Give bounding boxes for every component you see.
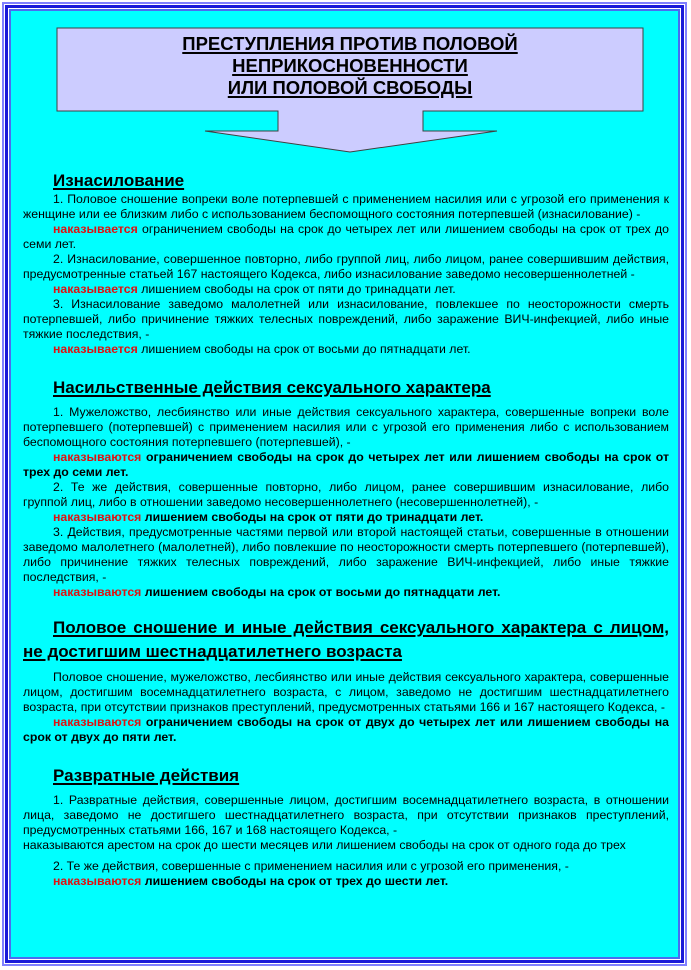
penalty-keyword: наказываются xyxy=(53,874,142,888)
penalty-text: лишением свободы на срок от пяти до тринадцати лет. xyxy=(141,510,484,524)
paragraph: 2. Те же действия, совершенные с применением насилия или с угрозой его применения, - xyxy=(53,859,569,873)
document-content xyxy=(23,170,669,889)
section-minor-under-16 xyxy=(23,616,669,745)
section-violent-acts xyxy=(23,377,669,600)
penalty-paragraph xyxy=(23,874,669,889)
title-line-1: ПРЕСТУПЛЕНИЯ ПРОТИВ ПОЛОВОЙ xyxy=(182,33,518,54)
penalty-keyword: наказываются xyxy=(53,510,142,524)
penalty-paragraph xyxy=(23,585,669,600)
paragraph: 1. Мужеложство, лесбиянство или иные действия сексуального характера, совершенные вопреки воле потерпевшего (потерпевшей) с применением насилия или с угрозой его применения либо с использованием беспомощного состояния потерпевшего (потерпевшей), - xyxy=(23,405,669,449)
spacer xyxy=(23,357,669,377)
penalty-keyword: наказываются xyxy=(53,585,142,599)
penalty-text: лишением свободы на срок от пяти до тринадцати лет. xyxy=(137,282,456,296)
section-rape xyxy=(23,170,669,357)
title-line-3: ИЛИ ПОЛОВОЙ СВОБОДЫ xyxy=(227,77,473,98)
spacer xyxy=(23,745,669,765)
paragraph: Половое сношение, мужеложство, лесбиянство или иные действия сексуального характера, совершенные лицом, достигшим восемнадцатилетнего возраста, с лицом, заведомо не достигшим шестнадцатилетнего возраста, при отсутствии признаков преступлений, предусмотренных статьями 166 и 167 настоящего Кодекса, - xyxy=(23,670,669,714)
paragraph: 3. Действия, предусмотренные частями первой или второй настоящей статьи, совершенные в отношении заведомо малолетнего (малолетней), либо повлекшие по неосторожности смерть потерпевшего (потерпевшей), либо причинение тяжких телесных повреждений, либо заражение ВИЧ-инфекцией, либо иные тяжкие последствия, - xyxy=(23,525,669,584)
paragraph: 1. Развратные действия, совершенные лицом, достигшим восемнадцатилетнего возраста, в отношении лица, заведомо не достигшего шестнадцатилетнего возраста, при отсутствии признаков преступлений, предусмотренных статьями 166, 167 и 168 настоящего Кодекса, - xyxy=(23,793,669,837)
paragraph: 1. Половое сношение вопреки воле потерпевшей с применением насилия или с угрозой его применения к женщине или ее близким либо с использованием беспомощного состояния потерпевшей (изнасилование) - xyxy=(23,192,669,221)
title-line-2: НЕПРИКОСНОВЕННОСТИ xyxy=(232,55,468,76)
paragraph: 3. Изнасилование заведомо малолетней или изнасилование, повлекшее по неосторожности смерть потерпевшей, либо причинение тяжких телесных повреждений, либо заражение ВИЧ-инфекцией, либо иные тяжкие последствия, - xyxy=(23,297,669,341)
paragraph: 2. Те же действия, совершенные повторно, либо лицом, ранее совершившим изнасилование, либо группой лиц, либо в отношении заведомо несовершеннолетнего (несовершеннолетней), - xyxy=(23,480,669,509)
penalty-paragraph xyxy=(23,282,669,297)
penalty-keyword: наказывается xyxy=(53,342,138,356)
penalty-paragraph xyxy=(23,715,669,745)
title-callout xyxy=(0,0,691,160)
spacer xyxy=(23,600,669,616)
section-heading: Развратные действия xyxy=(53,766,240,785)
paragraph: 2. Изнасилование, совершенное повторно, либо группой лиц, либо лицом, ранее совершившим действия, предусмотренные статьей 167 настоящего Кодекса, либо изнасилование заведомо несовершеннолетней - xyxy=(23,252,669,281)
penalty-text: ограничением свободы на срок от двух до четырех лет или лишением свободы на срок от двух до пяти лет. xyxy=(23,715,669,744)
penalty-keyword: наказываются xyxy=(53,715,142,729)
penalty-text: ограничением свободы на срок до четырех лет или лишением свободы на срок от трех до семи лет. xyxy=(23,450,669,479)
penalty-keyword: наказывается xyxy=(53,282,138,296)
penalty-paragraph xyxy=(23,510,669,525)
penalty-text: лишением свободы на срок от трех до шести лет. xyxy=(141,874,449,888)
penalty-paragraph xyxy=(23,342,669,357)
page-title xyxy=(57,33,643,99)
penalty-keyword: наказывается xyxy=(53,222,138,236)
penalty-text: ограничением свободы на срок до четырех лет или лишением свободы на срок от трех до семи лет. xyxy=(23,222,669,251)
section-lewd-acts xyxy=(23,765,669,889)
penalty-paragraph xyxy=(23,222,669,252)
penalty-text: лишением свободы на срок от восьми до пятнадцати лет. xyxy=(137,342,471,356)
penalty-text: лишением свободы на срок от восьми до пятнадцати лет. xyxy=(141,585,501,599)
section-heading: Половое сношение и иные действия сексуального характера с лицом, не достигшим шестнадцатилетнего возраста xyxy=(23,618,669,661)
penalty-keyword: наказываются xyxy=(53,450,142,464)
section-heading: Насильственные действия сексуального характера xyxy=(53,378,491,397)
section-heading: Изнасилование xyxy=(53,171,185,190)
paragraph: наказываются арестом на срок до шести месяцев или лишением свободы на срок от одного года до трех xyxy=(23,838,626,852)
penalty-paragraph xyxy=(23,450,669,480)
